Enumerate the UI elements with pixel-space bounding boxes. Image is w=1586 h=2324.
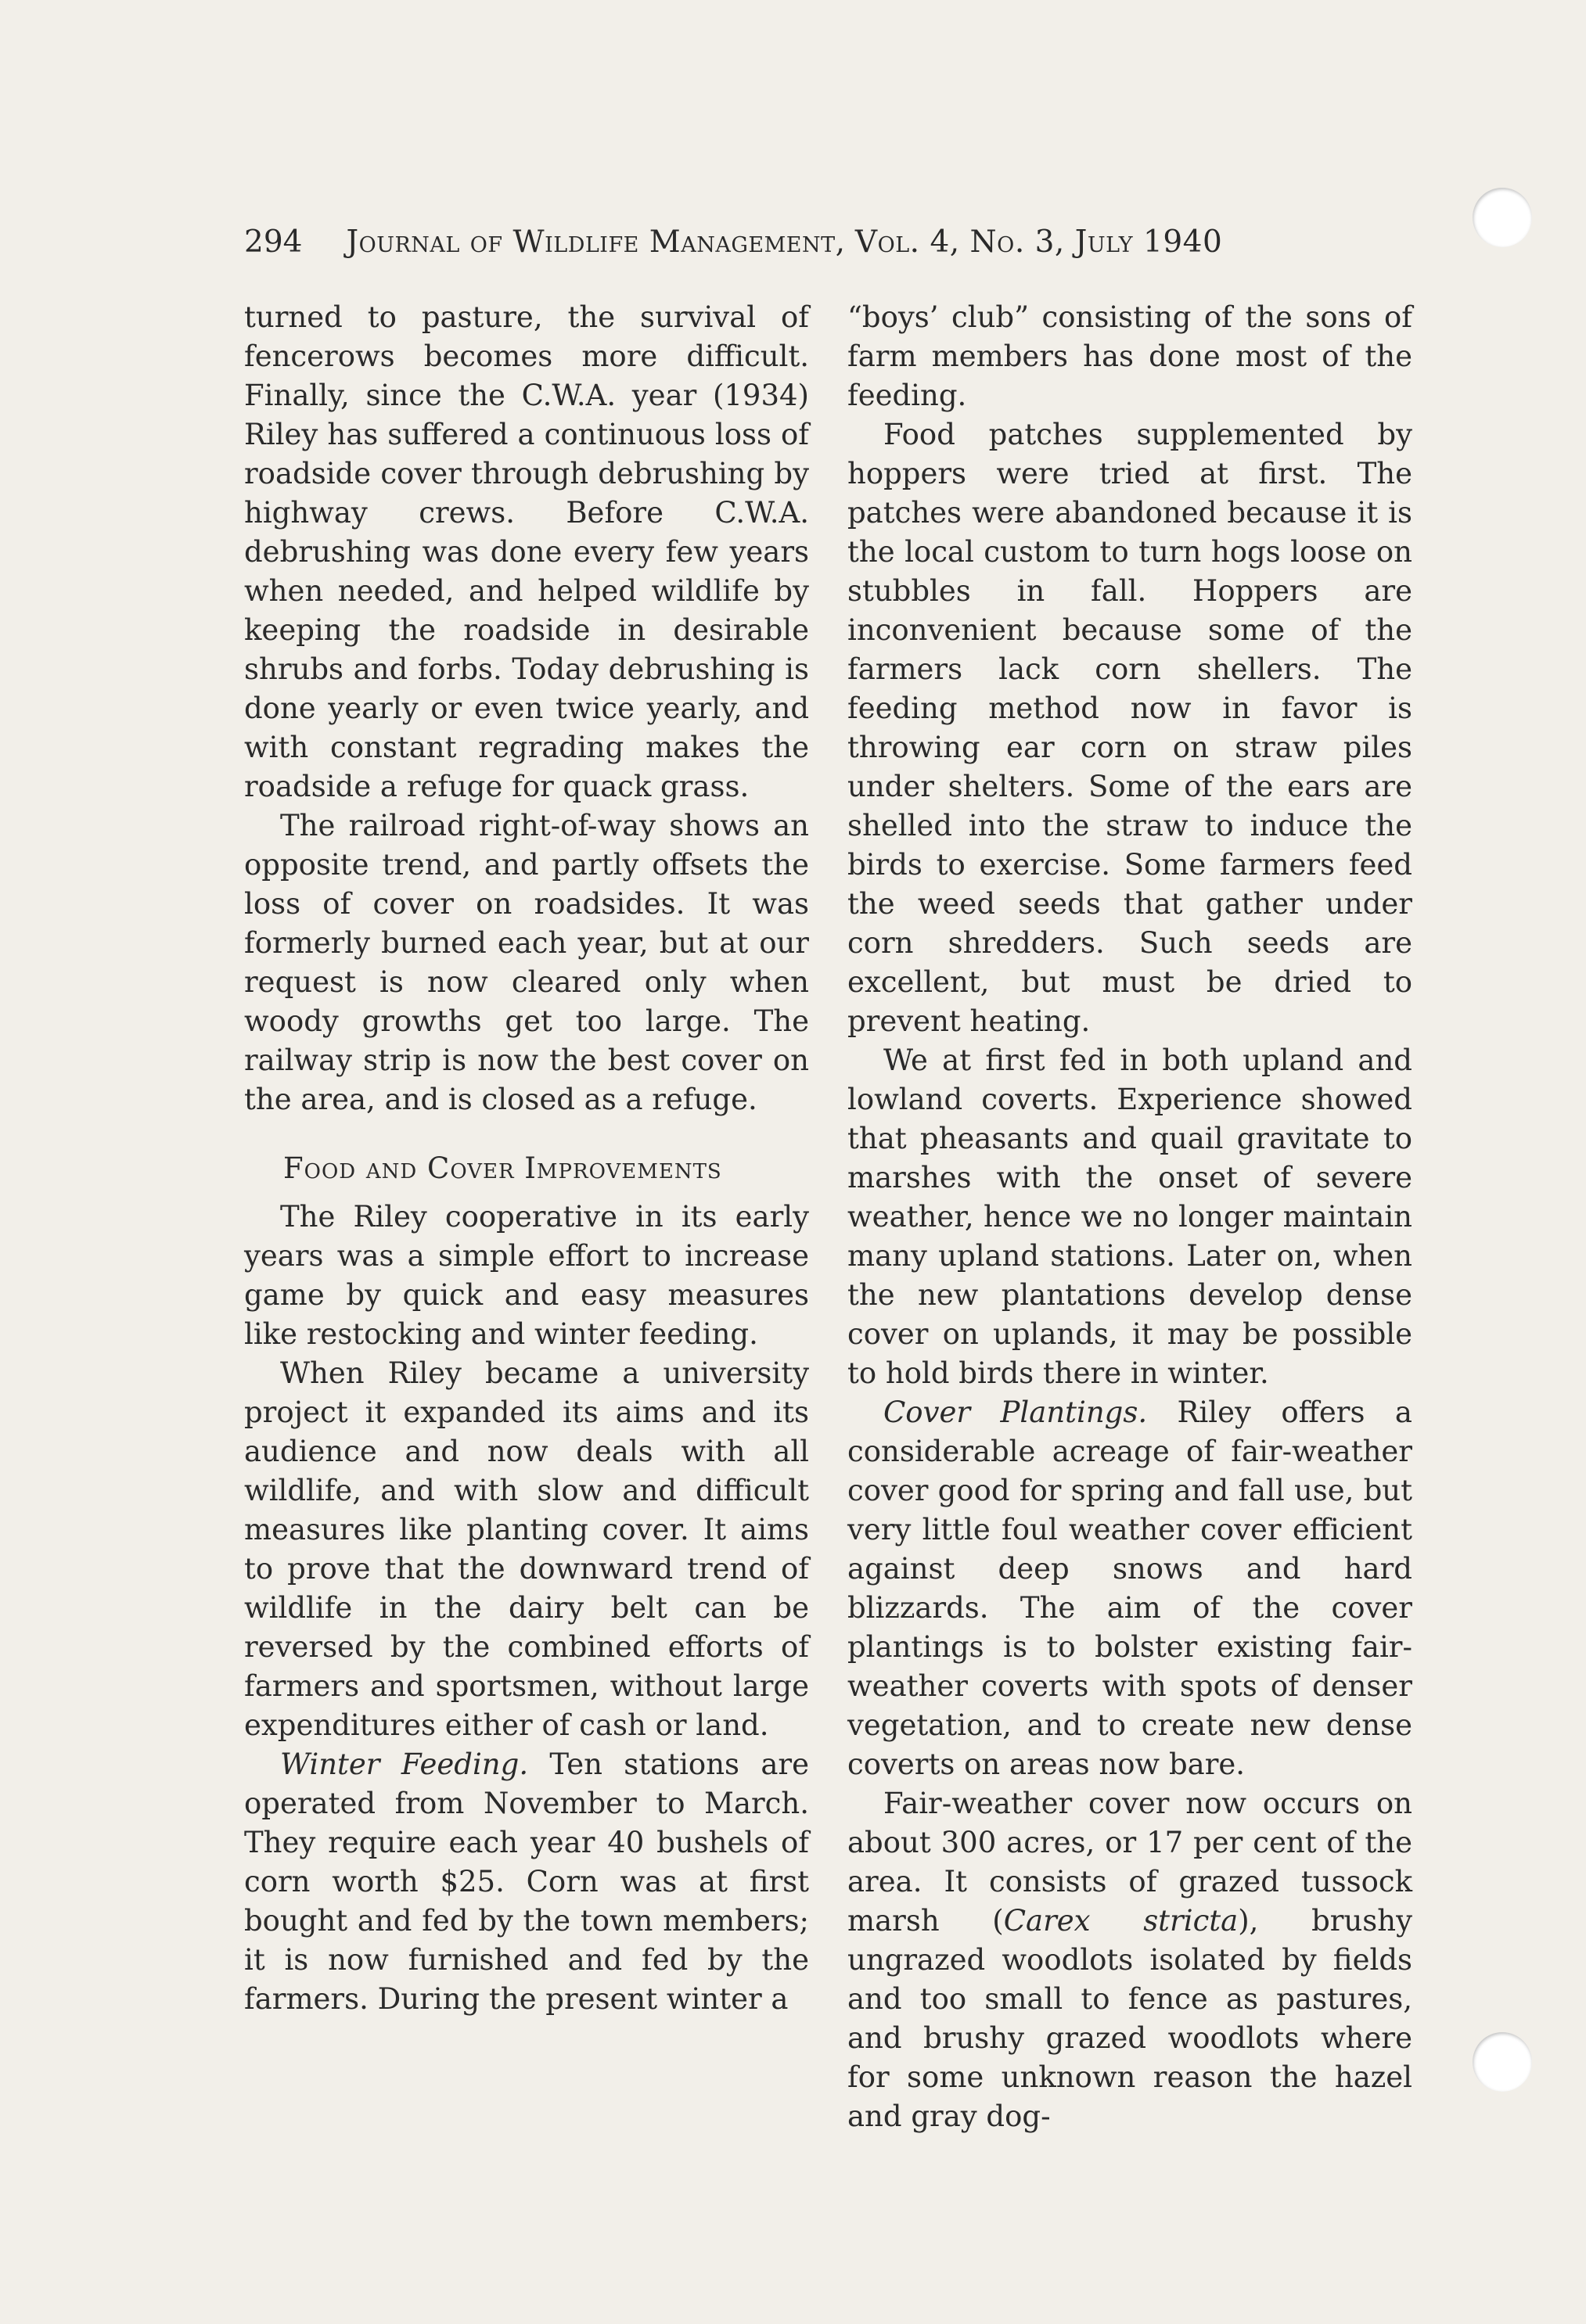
paragraph-text: Riley offers a considerable acreage of fair-weather cover good for spring and fall use, but very little foul weather cover efficient against deep snows and hard blizzards. The aim of the cover plantings is to bolster existing fair-weather coverts with spots of denser vegetation, and to create new dense coverts on areas now bare. bbox=[847, 1395, 1412, 1781]
run-in-heading: Winter Feeding. bbox=[280, 1747, 529, 1781]
paragraph bbox=[847, 1784, 1412, 2136]
punch-hole-top bbox=[1473, 188, 1532, 247]
paragraph-text: Ten stations are operated from November to March. They require each year 40 bushels of corn worth $25. Corn was at first bought and fed by the town members; it is now furnished and fed by the farmers. During the present winter a bbox=[244, 1747, 809, 2016]
paragraph: Food patches supplemented by hoppers were tried at first. The patches were abandoned because it is the local custom to turn hogs loose on stubbles in fall. Hoppers are inconvenient because some of the farmers lack corn shellers. The feeding method now in favor is throwing ear corn on straw piles under shelters. Some of the ears are shelled into the straw to induce the birds to exercise. Some farmers feed the weed seeds that gather under corn shredders. Such seeds are excellent, but must be dried to prevent heating. bbox=[847, 418, 1412, 1038]
paragraph-text: Fair-weather cover now occurs on about 300 acres, or 17 per cent of the area. It consists of grazed tussock marsh ( bbox=[847, 1787, 1412, 1938]
paragraph: We at first fed in both upland and lowland coverts. Experience showed that pheasants and quail gravitate to marshes with the onset of severe weather, hence we no longer maintain many upland stations. Later on, when the new plantations develop dense cover on uplands, it may be possible to hold birds there in winter. bbox=[847, 1043, 1412, 1390]
page-number: 294 bbox=[244, 224, 303, 260]
paragraph: When Riley became a university project it expanded its aims and its audience and now deals with all wildlife, and with slow and difficult measures like planting cover. It aims to prove that the downward trend of wildlife in the dairy belt can be reversed by the combined efforts of farmers and sportsmen, without large expenditures either of cash or land. bbox=[244, 1356, 809, 1742]
punch-hole-bottom bbox=[1473, 2032, 1532, 2092]
paragraph: turned to pasture, the survival of fencerows becomes more difficult. Finally, since the C.W.A. year (1934) Riley has suffered a continuous loss of roadside cover through debrushing by highway crews. Before C.W.A. debrushing was done every few years when needed, and helped wildlife by keeping the roadside in desirable shrubs and forbs. Today debrushing is done yearly or even twice yearly, and with constant regrading makes the roadside a refuge for quack grass. bbox=[244, 300, 809, 803]
paragraph: The railroad right-of-way shows an opposite trend, and partly offsets the loss of cover on roadsides. It was formerly burned each year, but at our request is now cleared only when woody growths get too large. The railway strip is now the best cover on the area, and is closed as a refuge. bbox=[244, 809, 809, 1116]
paragraph: “boys’ club” consisting of the sons of farm members has done most of the feeding. bbox=[847, 300, 1412, 412]
left-column bbox=[244, 298, 809, 2019]
journal-name: Journal of Wildlife Management, bbox=[346, 224, 846, 260]
paragraph bbox=[244, 1745, 809, 2019]
paragraph-text: ), brushy ungrazed woodlots isolated by fields and too small to fence as pastures, and brushy grazed woodlots where for some unknown reason the hazel and gray dog- bbox=[847, 1904, 1412, 2133]
right-column bbox=[847, 298, 1412, 2136]
journal-title bbox=[346, 223, 1222, 262]
paragraph: The Riley cooperative in its early years was a simple effort to increase game by quick and easy measures like restocking and winter feeding. bbox=[244, 1200, 809, 1351]
journal-issue: Vol. 4, No. 3, July 1940 bbox=[854, 224, 1223, 260]
paragraph bbox=[847, 1393, 1412, 1784]
running-header bbox=[244, 223, 1296, 262]
run-in-heading: Cover Plantings. bbox=[883, 1395, 1148, 1429]
section-heading: Food and Cover Improvements bbox=[283, 1151, 722, 1185]
species-name: Carex stricta bbox=[1003, 1904, 1239, 1938]
